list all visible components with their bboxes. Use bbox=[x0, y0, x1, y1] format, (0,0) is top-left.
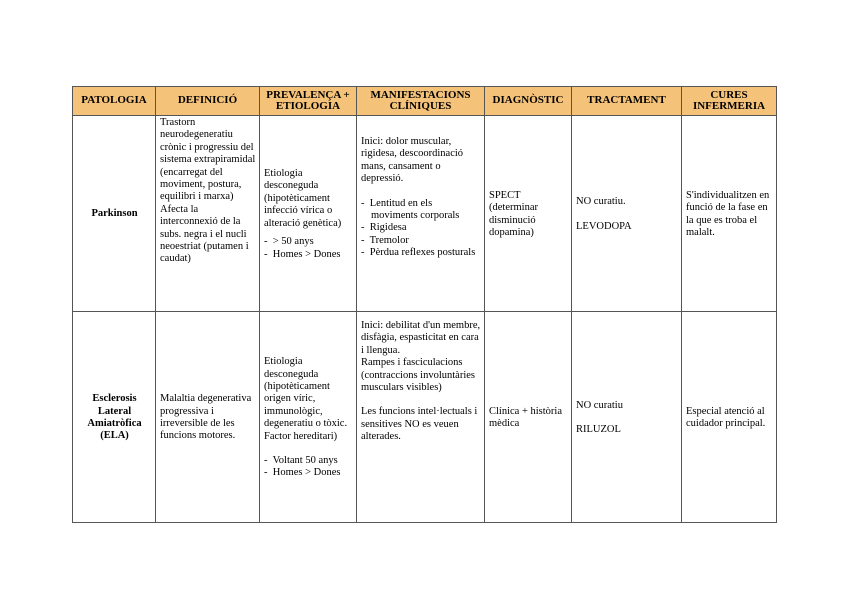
tractament-drug: RILUZOL bbox=[576, 424, 621, 435]
manifestacions-intro: Inici: dolor muscular, rigidesa, descoordinació mans, cansament o depressió. bbox=[361, 136, 464, 185]
manifestacions-item: - Pèrdua reflexes posturals bbox=[361, 247, 476, 259]
tractament-line: NO curatiu bbox=[576, 399, 623, 411]
manifestacions-item: - Rigidesa bbox=[361, 222, 407, 234]
cell-prevalenca bbox=[260, 116, 357, 312]
cell-cures: S'individualitzen en funció de la fase en la que es troba el malalt. bbox=[682, 116, 777, 312]
prevalenca-text: Etiologia desconeguda (hipotèticament infecció vírica o alteració genètica) bbox=[264, 168, 342, 229]
cell-definicio bbox=[156, 116, 260, 312]
table-row bbox=[73, 116, 777, 312]
prevalenca-item: - Homes > Dones bbox=[264, 467, 341, 479]
header-manifestacions: MANIFESTACIONS CLÍNIQUES bbox=[357, 87, 485, 116]
header-diagnostic: DIAGNÒSTIC bbox=[485, 87, 572, 116]
header-patologia: PATOLOGIA bbox=[73, 87, 156, 116]
tractament-line: NO curatiu. bbox=[576, 196, 626, 208]
definicio-text: Trastorn neurodegeneratiu crònic i progressiu del sistema extrapiramidal (encarregat del moviment, postura, equilibri i marxa) Afecta la interconnexió de la subs. negra i el nucli neoestriat (putamen i caudat) bbox=[160, 117, 256, 265]
cell-patologia: Esclerosis Lateral Amiatròfica (ELA) bbox=[73, 312, 156, 523]
cell-diagnostic: SPECT (determinar disminució dopamina) bbox=[485, 116, 572, 312]
header-definicio: DEFINICIÓ bbox=[156, 87, 260, 116]
prevalenca-item: - Homes > Dones bbox=[264, 248, 341, 260]
cell-tractament bbox=[572, 312, 682, 523]
header-cures: CURES INFERMERIA bbox=[682, 87, 777, 116]
cell-diagnostic: Clínica + història mèdica bbox=[485, 312, 572, 523]
prevalenca-item: - > 50 anys bbox=[264, 236, 314, 248]
header-row bbox=[73, 87, 777, 116]
table-row bbox=[73, 312, 777, 523]
cell-cures: Especial atenció al cuidador principal. bbox=[682, 312, 777, 523]
cell-prevalenca bbox=[260, 312, 357, 523]
manifestacions-p1: Inici: debilitat d'un membre, disfàgia, espasticitat en cara i llengua. bbox=[361, 320, 481, 356]
pathology-table bbox=[72, 86, 777, 523]
manifestacions-p3: Les funcions intel·lectuals i sensitives NO es veuen alterades. bbox=[361, 406, 478, 443]
prevalenca-item: - Voltant 50 anys bbox=[264, 455, 338, 467]
cell-definicio: Malaltia degenerativa progressiva i irreversible de les funcions motores. bbox=[156, 312, 260, 523]
cell-patologia: Parkinson bbox=[73, 116, 156, 312]
manifestacions-p2: Rampes i fasciculacions (contraccions involuntàries musculars visibles) bbox=[361, 357, 476, 394]
cell-tractament bbox=[572, 116, 682, 312]
prevalenca-text: Etiologia desconeguda (hipotèticament origen víric, immunològic, degeneratiu o tòxic. Factor hereditari) bbox=[264, 356, 348, 442]
tractament-drug: LEVODOPA bbox=[576, 220, 632, 232]
manifestacions-item: - Tremolor bbox=[361, 234, 409, 246]
cell-manifestacions bbox=[357, 116, 485, 312]
manifestacions-item: - Lentitud en els moviments corporals bbox=[361, 197, 460, 222]
header-tractament: TRACTAMENT bbox=[572, 87, 682, 116]
cell-manifestacions bbox=[357, 312, 485, 523]
header-prevalenca: PREVALENÇA + ETIOLOGIA bbox=[260, 87, 357, 116]
